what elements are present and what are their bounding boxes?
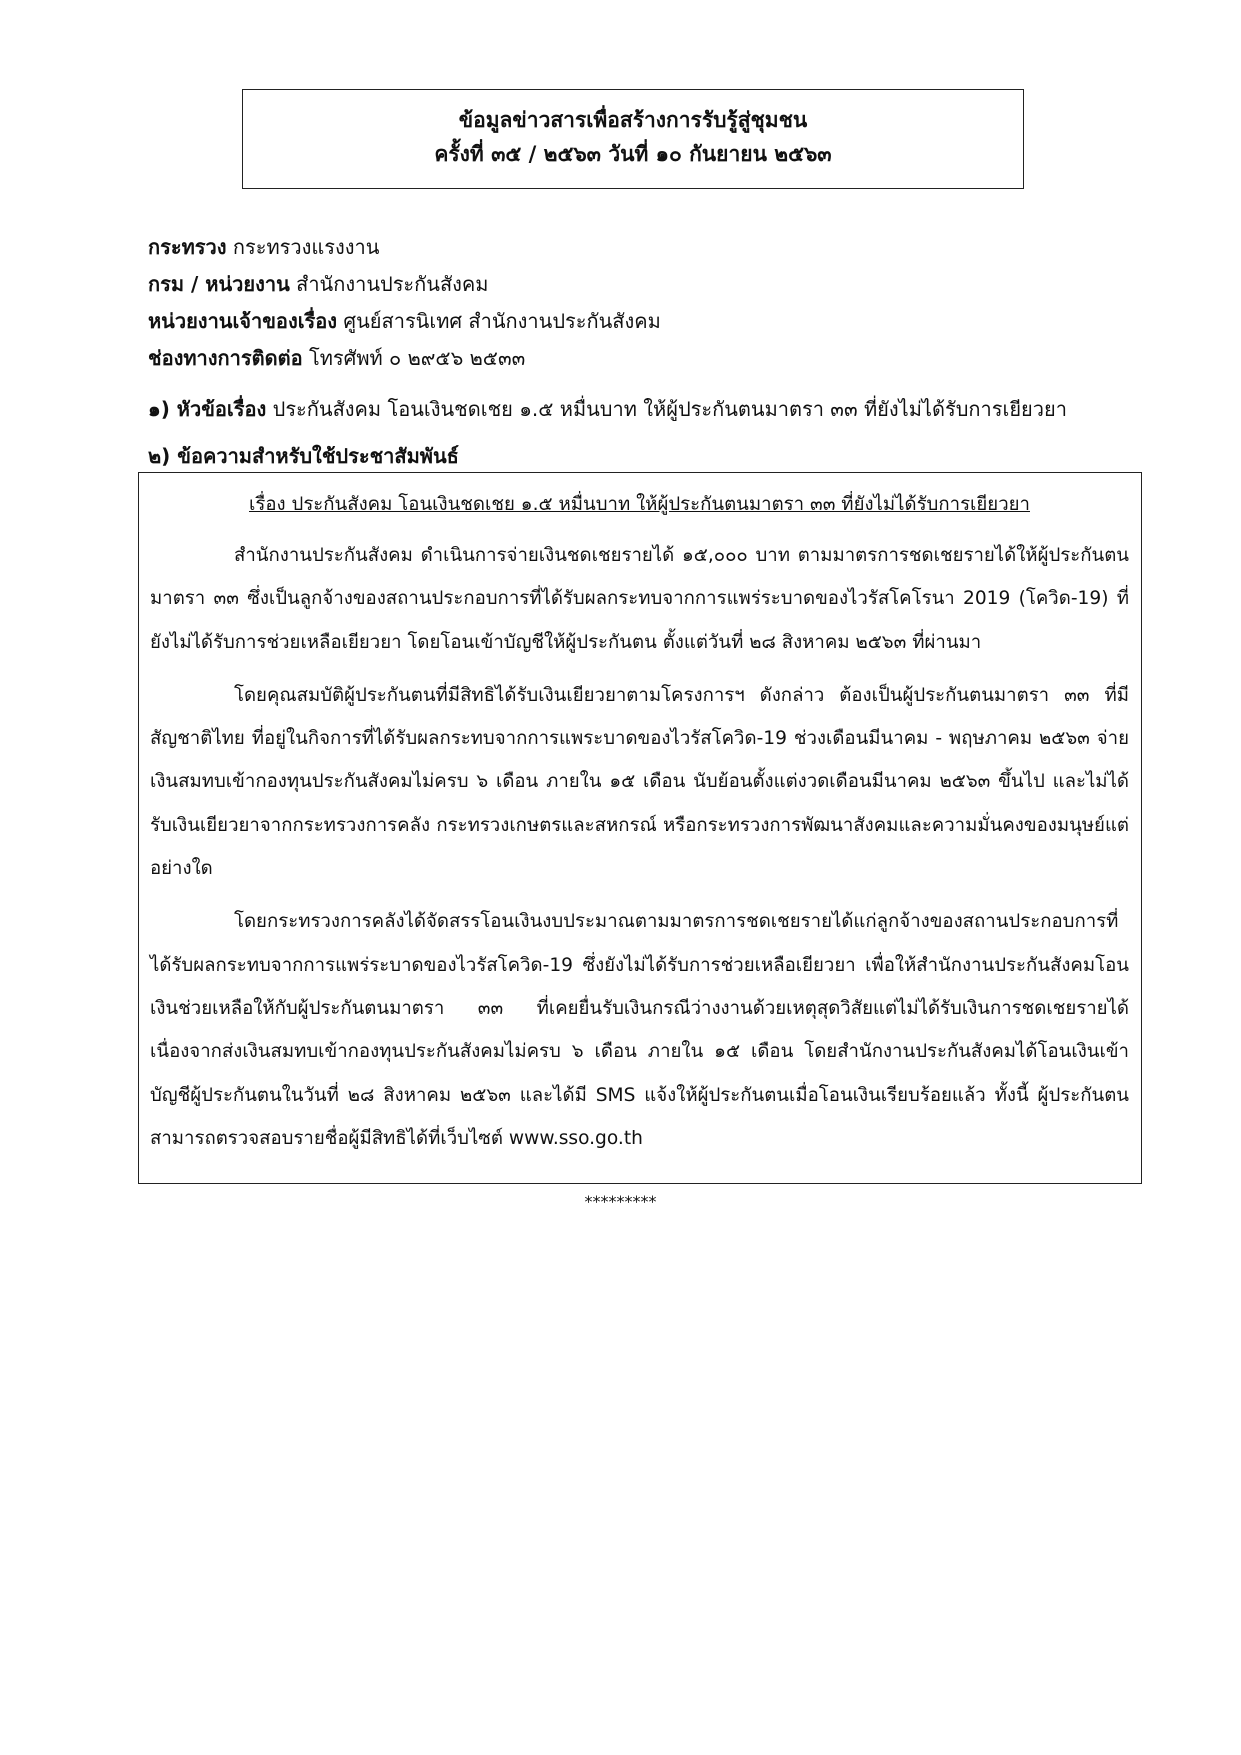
section-topic [148, 393, 1067, 425]
meta-ministry-value: กระทรวงแรงงาน [226, 235, 380, 259]
document-meta [148, 229, 1108, 377]
meta-owner [148, 303, 1108, 340]
meta-contact [148, 340, 1108, 377]
header-issue-date: ครั้งที่ ๓๕ / ๒๕๖๓ วันที่ ๑๐ กันยายน ๒๕๖๓ [434, 142, 832, 166]
header-title: ข้อมูลข่าวสารเพื่อสร้างการรับรู้สู่ชุมชน [458, 108, 808, 132]
end-marker: ********* [584, 1192, 657, 1211]
meta-contact-value: โทรศัพท์ ๐ ๒๙๕๖ ๒๕๓๓ [302, 346, 526, 370]
meta-department [148, 266, 1108, 303]
meta-owner-value: ศูนย์สารนิเทศ สำนักงานประกันสังคม [337, 309, 661, 333]
meta-ministry [148, 229, 1108, 266]
meta-department-value: สำนักงานประกันสังคม [289, 272, 489, 296]
pr-message-box [138, 472, 1142, 1184]
section-topic-label: ๑) หัวข้อเรื่อง [148, 397, 267, 421]
meta-owner-label: หน่วยงานเจ้าของเรื่อง [148, 309, 338, 333]
pr-message-title: เรื่อง ประกันสังคม โอนเงินชดเชย ๑.๕ หมื่นบาท ให้ผู้ประกันตนมาตรา ๓๓ ที่ยังไม่ได้รับการเยียวยา [249, 494, 1030, 515]
meta-contact-label: ช่องทางการติดต่อ [148, 346, 303, 370]
meta-ministry-label: กระทรวง [148, 235, 227, 259]
meta-department-label: กรม / หน่วยงาน [148, 272, 290, 296]
section-topic-value: ประกันสังคม โอนเงินชดเชย ๑.๕ หมื่นบาท ให้ผู้ประกันตนมาตรา ๓๓ ที่ยังไม่ได้รับการเยียวยา [266, 397, 1067, 421]
pr-paragraph-2: โดยคุณสมบัติผู้ประกันตนที่มีสิทธิได้รับเงินเยียวยาตามโครงการฯ ดังกล่าว ต้องเป็นผู้ประกันตนมาตรา ๓๓ ที่มีสัญชาติไทย ที่อยู่ในกิจการที่ได้รับผลกระทบจากการแพระบาดของไวรัสโควิด-19 ช่วงเดือนมีนาคม - พฤษภาคม ๒๕๖๓ จ่ายเงินสมทบเข้ากองทุนประกันสังคมไม่ครบ ๖ เดือน ภายใน ๑๕ เดือน นับย้อนตั้งแต่งวดเดือนมีนาคม ๒๕๖๓ ขึ้นไป และไม่ได้รับเงินเยียวยาจากกระทรวงการคลัง กระทรวงเกษตรและสหกรณ์ หรือกระทรวงการพัฒนาสังคมและความมั่นคงของมนุษย์แต่อย่างใด [150, 684, 1129, 880]
document-header-box [242, 89, 1024, 189]
pr-paragraph-3: โดยกระทรวงการคลังได้จัดสรรโอนเงินงบประมาณตามมาตรการชดเชยรายได้แก่ลูกจ้างของสถานประกอบการที่ได้รับผลกระทบจากการแพร่ระบาดของไวรัสโควิด-19 ซึ่งยังไม่ได้รับการช่วยเหลือเยียวยา เพื่อให้สำนักงานประกันสังคมโอนเงินช่วยเหลือให้กับผู้ประกันตนมาตรา ๓๓ ที่เคยยื่นรับเงินกรณีว่างงานด้วยเหตุสุดวิสัยแต่ไม่ได้รับเงินการชดเชยรายได้ เนื่องจากส่งเงินสมทบเข้ากองทุนประกันสังคมไม่ครบ ๖ เดือน ภายใน ๑๕ เดือน โดยสำนักงานประกันสังคมได้โอนเงินเข้าบัญชีผู้ประกันตนในวันที่ ๒๘ สิงหาคม ๒๕๖๓ และได้มี SMS แจ้งให้ผู้ประกันตนเมื่อโอนเงินเรียบร้อยแล้ว ทั้งนี้ ผู้ประกันตนสามารถตรวจสอบรายชื่อผู้มีสิทธิได้ที่เว็บไซต์ www.sso.go.th [150, 911, 1129, 1149]
pr-paragraph-1: สำนักงานประกันสังคม ดำเนินการจ่ายเงินชดเชยรายได้ ๑๕,๐๐๐ บาท ตามมาตรการชดเชยรายได้ให้ผู้ประกันตนมาตรา ๓๓ ซึ่งเป็นลูกจ้างของสถานประกอบการที่ได้รับผลกระทบจากการแพร่ระบาดของไวรัสโคโรนา 2019 (โควิด-19) ที่ยังไม่ได้รับการช่วยเหลือเยียวยา โดยโอนเข้าบัญชีให้ผู้ประกันตน ตั้งแต่วันที่ ๒๘ สิงหาคม ๒๕๖๓ ที่ผ่านมา [150, 545, 1129, 653]
section-pr-message-heading: ๒) ข้อความสำหรับใช้ประชาสัมพันธ์ [148, 444, 459, 468]
